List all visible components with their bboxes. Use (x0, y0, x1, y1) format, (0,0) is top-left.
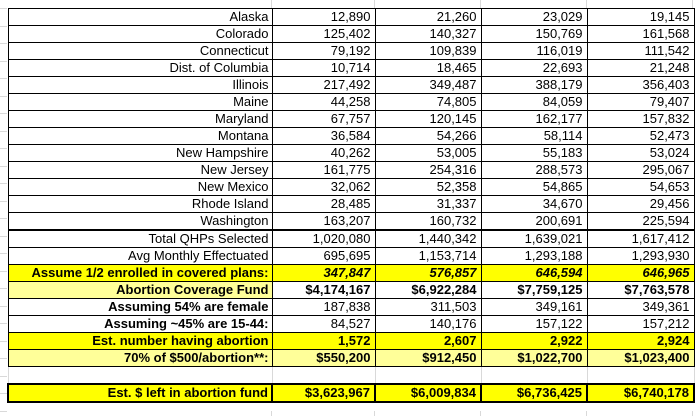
value-cell[interactable]: $6,009,834 (375, 384, 481, 402)
value-cell[interactable]: 40,262 (272, 145, 375, 162)
value-cell[interactable]: 54,653 (587, 179, 694, 196)
value-cell[interactable]: 1,440,342 (375, 230, 481, 248)
gridline (480, 0, 481, 8)
value-cell[interactable]: 84,527 (272, 316, 375, 333)
table-row (8, 145, 694, 162)
value-cell[interactable]: $4,174,167 (272, 282, 375, 299)
value-cell[interactable]: $912,450 (375, 350, 481, 367)
gridline (0, 306, 7, 307)
table-body (8, 9, 694, 403)
row-label-cell[interactable]: Maryland (8, 111, 272, 128)
table-row (8, 43, 694, 60)
value-cell[interactable]: 18,465 (375, 60, 481, 77)
value-cell[interactable]: 157,212 (587, 316, 694, 333)
value-cell[interactable]: $7,759,125 (481, 282, 587, 299)
gridline (0, 323, 7, 324)
table-row (8, 77, 694, 94)
value-cell[interactable]: 349,361 (587, 299, 694, 316)
value-cell[interactable]: 1,617,412 (587, 230, 694, 248)
gridline (692, 0, 693, 8)
value-cell[interactable]: 22,693 (481, 60, 587, 77)
value-cell[interactable]: 200,691 (481, 213, 587, 231)
value-cell[interactable]: 32,062 (272, 179, 375, 196)
value-cell[interactable]: 1,153,714 (375, 248, 481, 265)
gridline (586, 411, 587, 416)
row-label-cell[interactable]: Est. number having abortion (8, 333, 272, 350)
table-row (8, 316, 694, 333)
value-cell[interactable]: $1,022,700 (481, 350, 587, 367)
table-row (8, 350, 694, 367)
table-row (8, 265, 694, 282)
value-cell[interactable]: $1,023,400 (587, 350, 694, 367)
value-cell[interactable]: 349,161 (481, 299, 587, 316)
value-cell[interactable]: 157,832 (587, 111, 694, 128)
value-cell[interactable]: 217,492 (272, 77, 375, 94)
gridline (0, 271, 7, 272)
spacer-row (8, 367, 694, 385)
value-cell[interactable]: 695,695 (272, 248, 375, 265)
row-label-cell[interactable]: Assume 1/2 enrolled in covered plans: (8, 265, 272, 282)
value-cell[interactable]: 349,487 (375, 77, 481, 94)
gridline (0, 341, 7, 342)
gridline (0, 358, 7, 359)
value-cell[interactable]: 388,179 (481, 77, 587, 94)
table-row (8, 248, 694, 265)
table-row (8, 333, 694, 350)
gridline (0, 148, 7, 149)
value-cell[interactable]: 84,059 (481, 94, 587, 111)
row-label-cell[interactable]: Est. $ left in abortion fund (8, 384, 272, 402)
gridline (0, 166, 7, 167)
value-cell[interactable]: 79,192 (272, 43, 375, 60)
row-label-cell[interactable]: Avg Monthly Effectuated (8, 248, 272, 265)
table-row (8, 213, 694, 231)
row-label-cell[interactable]: Rhode Island (8, 196, 272, 213)
row-label-cell[interactable]: Assuming ~45% are 15-44: (8, 316, 272, 333)
row-label-cell[interactable]: Assuming 54% are female (8, 299, 272, 316)
table-row (8, 196, 694, 213)
table-row (8, 299, 694, 316)
value-cell[interactable]: 254,316 (375, 162, 481, 179)
value-cell[interactable] (375, 367, 481, 385)
gridline (0, 43, 7, 44)
value-cell[interactable]: 646,594 (481, 265, 587, 282)
gridline (0, 61, 7, 62)
row-label-cell[interactable]: 70% of $500/abortion**: (8, 350, 272, 367)
value-cell[interactable]: $7,763,578 (587, 282, 694, 299)
row-label-cell[interactable]: Alaska (8, 9, 272, 26)
row-label-cell[interactable]: Maine (8, 94, 272, 111)
value-cell[interactable]: 161,775 (272, 162, 375, 179)
value-cell[interactable]: 44,258 (272, 94, 375, 111)
gridline (586, 0, 587, 8)
spreadsheet-table (7, 8, 695, 403)
value-cell[interactable]: 54,865 (481, 179, 587, 196)
gridline (374, 0, 375, 8)
row-label-cell[interactable]: Total QHPs Selected (8, 230, 272, 248)
value-cell[interactable]: 311,503 (375, 299, 481, 316)
value-cell[interactable]: 2,922 (481, 333, 587, 350)
table-row (8, 111, 694, 128)
value-cell[interactable]: 2,924 (587, 333, 694, 350)
table-row (8, 60, 694, 77)
gridline (271, 0, 272, 8)
value-cell[interactable]: 160,732 (375, 213, 481, 231)
row-label-cell[interactable]: New Jersey (8, 162, 272, 179)
value-cell[interactable]: 23,029 (481, 9, 587, 26)
table-row (8, 179, 694, 196)
value-cell[interactable] (587, 367, 694, 385)
table-row (8, 162, 694, 179)
row-label-cell[interactable]: Abortion Coverage Fund (8, 282, 272, 299)
gridline (0, 96, 7, 97)
value-cell[interactable]: 140,176 (375, 316, 481, 333)
value-cell[interactable]: $3,623,967 (272, 384, 375, 402)
gridline (374, 411, 375, 416)
value-cell[interactable]: 52,358 (375, 179, 481, 196)
table-row (8, 94, 694, 111)
value-cell[interactable]: 58,114 (481, 128, 587, 145)
gridline (0, 236, 7, 237)
value-cell[interactable]: 54,266 (375, 128, 481, 145)
value-cell[interactable]: 157,122 (481, 316, 587, 333)
row-label-cell[interactable]: Illinois (8, 77, 272, 94)
gridline (0, 376, 7, 377)
row-label-cell[interactable]: Montana (8, 128, 272, 145)
row-label-cell[interactable]: New Mexico (8, 179, 272, 196)
value-cell[interactable]: 53,005 (375, 145, 481, 162)
value-cell[interactable]: 10,714 (272, 60, 375, 77)
value-cell[interactable]: 163,207 (272, 213, 375, 231)
table-row (8, 230, 694, 248)
gridline (0, 288, 7, 289)
value-cell[interactable]: 52,473 (587, 128, 694, 145)
gridline (0, 183, 7, 184)
table-row (8, 282, 694, 299)
value-cell[interactable]: 28,485 (272, 196, 375, 213)
value-cell[interactable]: 646,965 (587, 265, 694, 282)
row-label-cell[interactable]: New Hampshire (8, 145, 272, 162)
gridline (0, 253, 7, 254)
value-cell[interactable]: 67,757 (272, 111, 375, 128)
value-cell[interactable]: $6,922,284 (375, 282, 481, 299)
value-cell[interactable]: 31,337 (375, 196, 481, 213)
value-cell[interactable]: 21,260 (375, 9, 481, 26)
gridline (480, 411, 481, 416)
value-cell[interactable]: 150,769 (481, 26, 587, 43)
value-cell[interactable]: 288,573 (481, 162, 587, 179)
value-cell[interactable]: 34,670 (481, 196, 587, 213)
value-cell[interactable]: 1,020,080 (272, 230, 375, 248)
gridline (0, 8, 7, 9)
gridline (0, 411, 7, 412)
gridline (0, 131, 7, 132)
row-label-cell[interactable] (8, 367, 272, 385)
value-cell[interactable]: 55,183 (481, 145, 587, 162)
value-cell[interactable]: 21,248 (587, 60, 694, 77)
value-cell[interactable]: 1,639,021 (481, 230, 587, 248)
value-cell[interactable]: 162,177 (481, 111, 587, 128)
value-cell[interactable]: 225,594 (587, 213, 694, 231)
value-cell[interactable]: 111,542 (587, 43, 694, 60)
value-cell[interactable]: 1,572 (272, 333, 375, 350)
value-cell[interactable]: 576,857 (375, 265, 481, 282)
table-row (8, 384, 694, 402)
value-cell[interactable]: 29,456 (587, 196, 694, 213)
gridline (271, 411, 272, 416)
value-cell[interactable]: 161,568 (587, 26, 694, 43)
gridline (0, 393, 7, 394)
value-cell[interactable]: 36,584 (272, 128, 375, 145)
row-label-cell[interactable]: Connecticut (8, 43, 272, 60)
value-cell[interactable]: $6,740,178 (587, 384, 694, 402)
value-cell[interactable]: 109,839 (375, 43, 481, 60)
value-cell[interactable]: $550,200 (272, 350, 375, 367)
value-cell[interactable]: 2,607 (375, 333, 481, 350)
table-row (8, 128, 694, 145)
gridline (0, 26, 7, 27)
value-cell[interactable]: 356,403 (587, 77, 694, 94)
gridline (0, 201, 7, 202)
row-label-cell[interactable]: Colorado (8, 26, 272, 43)
value-cell[interactable]: 1,293,188 (481, 248, 587, 265)
value-cell[interactable] (272, 367, 375, 385)
gridline (0, 113, 7, 114)
row-label-cell[interactable]: Washington (8, 213, 272, 231)
value-cell[interactable]: 347,847 (272, 265, 375, 282)
value-cell[interactable]: 125,402 (272, 26, 375, 43)
value-cell[interactable]: 1,293,930 (587, 248, 694, 265)
value-cell[interactable]: 295,067 (587, 162, 694, 179)
table-row (8, 9, 694, 26)
value-cell[interactable]: 74,805 (375, 94, 481, 111)
value-cell[interactable]: $6,736,425 (481, 384, 587, 402)
value-cell[interactable]: 116,019 (481, 43, 587, 60)
gridline (692, 411, 693, 416)
value-cell[interactable]: 12,890 (272, 9, 375, 26)
value-cell[interactable]: 140,327 (375, 26, 481, 43)
value-cell[interactable]: 120,145 (375, 111, 481, 128)
value-cell[interactable] (481, 367, 587, 385)
gridline (0, 218, 7, 219)
value-cell[interactable]: 53,024 (587, 145, 694, 162)
value-cell[interactable]: 19,145 (587, 9, 694, 26)
value-cell[interactable]: 79,407 (587, 94, 694, 111)
row-label-cell[interactable]: Dist. of Columbia (8, 60, 272, 77)
value-cell[interactable]: 187,838 (272, 299, 375, 316)
gridline (0, 78, 7, 79)
table-row (8, 26, 694, 43)
